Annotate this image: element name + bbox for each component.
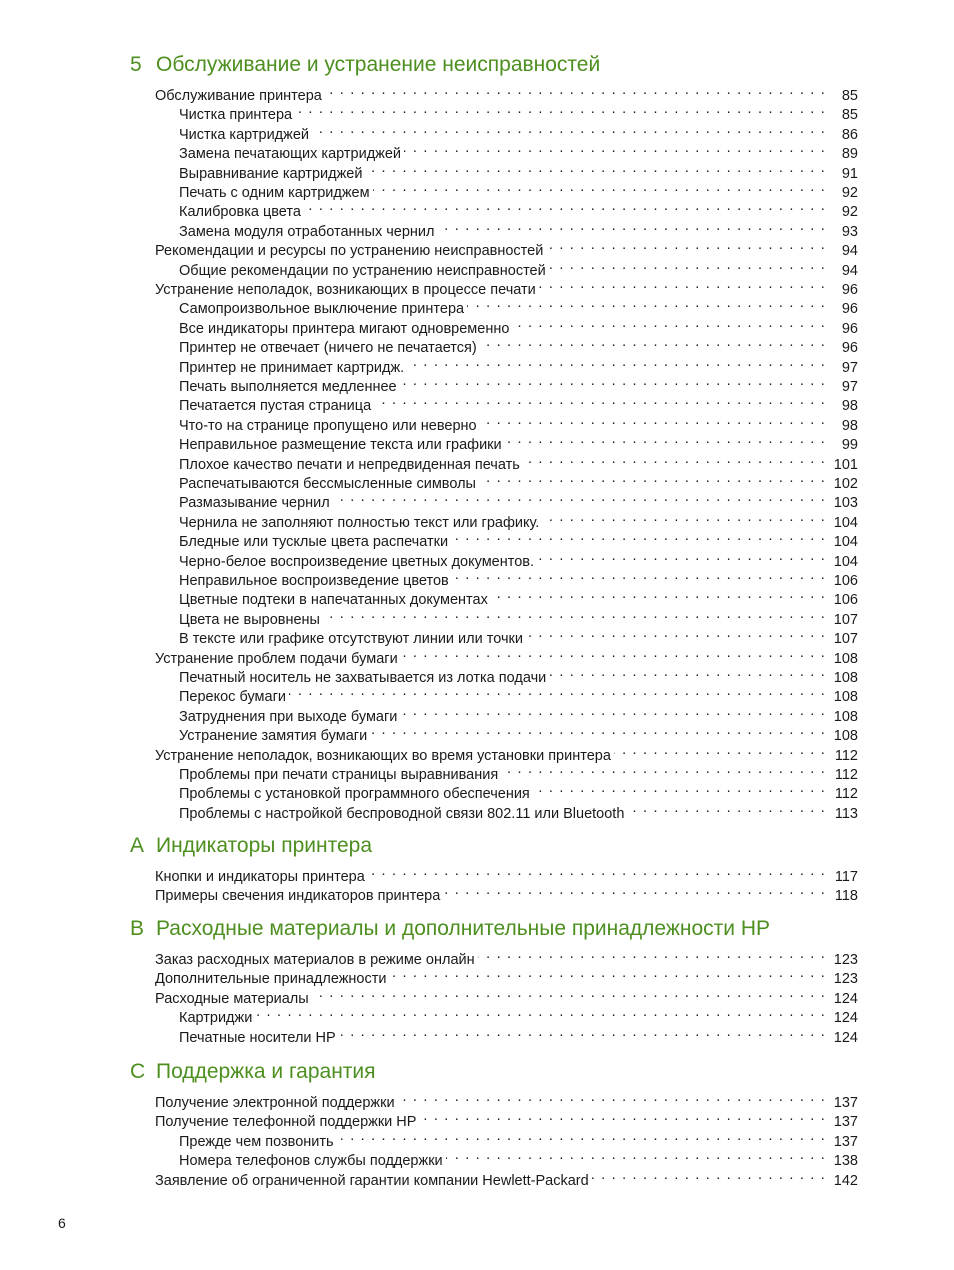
toc-entry-title: Картриджи <box>179 1010 253 1027</box>
toc-entry-title: Устранение проблем подачи бумаги <box>155 650 398 667</box>
toc-entry-title: Неправильное размещение текста или графики <box>179 437 502 454</box>
toc-entry[interactable] <box>179 294 858 318</box>
dot-leader <box>546 236 826 255</box>
dot-leader <box>289 682 826 701</box>
dot-leader <box>523 450 826 469</box>
toc-entry[interactable] <box>155 881 858 905</box>
toc-entry[interactable] <box>179 430 858 454</box>
toc-entry-title: Цветные подтеки в напечатанных документах <box>179 592 488 609</box>
dot-leader <box>333 488 826 507</box>
chapter-number: A <box>130 834 145 857</box>
toc-entry[interactable] <box>155 1166 858 1189</box>
toc-entry-title: Что-то на странице пропущено или неверно <box>179 417 477 434</box>
toc-entry-page: 108 <box>833 670 858 686</box>
chapter-title-text: Поддержка и гарантия <box>156 1060 376 1083</box>
toc-entry-title: Калибровка цвета <box>179 204 301 221</box>
toc-entry-title: Прежде чем позвонить <box>179 1133 334 1150</box>
dot-leader <box>549 663 826 682</box>
toc-entry-title: Номера телефонов службы поддержки <box>179 1153 443 1170</box>
dot-leader <box>539 275 826 294</box>
toc-entry-page: 112 <box>834 786 858 803</box>
toc-entry-page: 92 <box>841 204 858 221</box>
toc-entry-title: Затруднения при выходе бумаги <box>179 708 398 725</box>
dot-leader <box>480 333 826 352</box>
dot-leader <box>549 256 826 275</box>
toc-entry-title: Рекомендации и ресурсы по устранению неисправностей <box>155 243 544 260</box>
toc-entry-page: 102 <box>833 476 858 492</box>
dot-leader <box>627 799 826 818</box>
toc-entry[interactable] <box>179 508 858 531</box>
toc-entry-page: 101 <box>833 456 858 473</box>
toc-entry-page: 85 <box>841 107 858 124</box>
chapter-title <box>130 834 372 858</box>
toc-entry-title: Общие рекомендации по устранению неисправностей <box>179 262 546 279</box>
toc-entry[interactable] <box>179 411 858 434</box>
dot-leader <box>365 159 826 178</box>
toc-entry[interactable] <box>179 1003 858 1027</box>
dot-leader <box>407 353 826 372</box>
toc-entry-title: Печатные носители HP <box>179 1029 336 1046</box>
toc-entry-title: Самопроизвольное выключение принтера <box>179 301 465 318</box>
toc-entry-title: Дополнительные принадлежности <box>155 971 387 988</box>
toc-entry[interactable] <box>179 547 858 570</box>
toc-entry[interactable] <box>155 984 858 1007</box>
toc-entry-page: 98 <box>841 417 858 434</box>
dot-leader <box>533 779 826 798</box>
toc-entry-page: 92 <box>841 185 858 201</box>
toc-entry[interactable] <box>155 945 858 968</box>
toc-entry-page: 94 <box>841 243 858 260</box>
toc-entry[interactable] <box>179 450 858 473</box>
toc-entry[interactable] <box>155 1107 858 1131</box>
toc-entry-title: Расходные материалы <box>155 990 309 1007</box>
toc-entry[interactable] <box>179 702 858 725</box>
toc-entry[interactable] <box>179 605 858 628</box>
dot-leader <box>512 314 826 333</box>
toc-entry-page: 107 <box>833 631 858 648</box>
toc-entry-page: 142 <box>833 1172 858 1189</box>
chapter-number: B <box>130 917 145 940</box>
toc-entry[interactable] <box>179 799 858 822</box>
page-number: 6 <box>58 1215 66 1231</box>
toc-entry-page: 104 <box>833 514 858 531</box>
toc-entry[interactable] <box>179 159 858 182</box>
toc-entry-page: 123 <box>833 952 858 968</box>
toc-entry[interactable] <box>179 100 858 124</box>
toc-entry-page: 106 <box>833 573 858 589</box>
dot-leader <box>478 945 826 964</box>
dot-leader <box>295 100 826 119</box>
toc-entry-title: Замена печатающих картриджей <box>179 146 402 163</box>
toc-entry-title: Устранение неполадок, возникающих в процессе печати <box>155 282 536 298</box>
toc-entry-title: Получение телефонной поддержки HP <box>155 1114 417 1131</box>
dot-leader <box>526 624 826 643</box>
toc-entry-title: Печатается пустая страница <box>179 398 372 415</box>
toc-entry-title: Принтер не отвечает (ничего не печатается) <box>179 340 477 357</box>
dot-leader <box>325 81 826 100</box>
dot-leader <box>374 391 826 410</box>
toc-entry[interactable] <box>179 585 858 609</box>
dot-leader <box>312 984 826 1003</box>
toc-entry[interactable] <box>155 964 858 988</box>
toc-entry[interactable] <box>179 527 858 551</box>
toc-entry-page: 106 <box>833 592 858 609</box>
toc-entry[interactable] <box>155 862 858 885</box>
toc-entry-page: 124 <box>833 1010 858 1027</box>
chapter-title-text: Расходные материалы и дополнительные принадлежности HP <box>156 917 771 940</box>
toc-entry[interactable] <box>179 217 858 240</box>
toc-entry-page: 103 <box>833 495 858 512</box>
toc-entry-title: Все индикаторы принтера мигают одновременно <box>179 320 510 337</box>
dot-leader <box>437 217 826 236</box>
toc-entry[interactable] <box>179 256 858 279</box>
dot-leader <box>542 508 826 527</box>
toc-entry-page: 107 <box>833 611 858 628</box>
chapter-number: C <box>130 1060 146 1083</box>
toc-entry-page: 93 <box>841 223 858 240</box>
dot-leader <box>337 1127 826 1146</box>
chapter-number: 5 <box>130 53 142 76</box>
toc-entry-title: Печать с одним картриджем <box>179 185 370 201</box>
toc-entry-title: Выравнивание картриджей <box>179 165 363 182</box>
toc-entry[interactable] <box>179 353 858 376</box>
toc-entry-page: 124 <box>833 1029 858 1046</box>
toc-entry-page: 123 <box>833 971 858 988</box>
toc-entry[interactable] <box>179 663 858 686</box>
toc-entry-page: 98 <box>841 398 858 415</box>
toc-entry[interactable] <box>179 391 858 415</box>
toc-entry-title: Обслуживание принтера <box>155 88 322 104</box>
toc-entry[interactable] <box>179 197 858 221</box>
toc-entry-title: Печатный носитель не захватывается из лотка подачи <box>179 670 547 686</box>
dot-leader <box>443 881 826 900</box>
dot-leader <box>452 566 826 585</box>
toc-entry-title: Неправильное воспроизведение цветов <box>179 573 449 589</box>
dot-leader <box>400 372 826 391</box>
toc-entry-page: 112 <box>834 747 858 764</box>
toc-entry-title: Заказ расходных материалов в режиме онлайн <box>155 952 475 968</box>
toc-entry[interactable] <box>179 469 858 492</box>
toc-entry[interactable] <box>179 488 858 512</box>
toc-entry-title: Печать выполняется медленнее <box>179 379 397 395</box>
toc-entry[interactable] <box>179 1146 858 1170</box>
toc-entry-page: 108 <box>833 650 858 667</box>
dot-leader <box>389 964 826 983</box>
toc-entry-title: Проблемы при печати страницы выравнивания <box>179 767 499 783</box>
toc-entry[interactable] <box>179 760 858 783</box>
toc-entry[interactable] <box>179 333 858 357</box>
toc-entry-title: Устранение замятия бумаги <box>179 728 368 745</box>
toc-entry-page: 124 <box>833 990 858 1007</box>
toc-entry-page: 89 <box>841 146 858 163</box>
dot-leader <box>368 862 826 881</box>
toc-entry-page: 108 <box>833 689 858 706</box>
toc-entry-title: Чистка картриджей <box>179 126 310 143</box>
toc-entry-page: 104 <box>833 534 858 551</box>
toc-entry-title: Перекос бумаги <box>179 689 286 706</box>
toc-entry[interactable] <box>179 1023 858 1046</box>
dot-leader <box>479 469 826 488</box>
toc-entry-page: 137 <box>833 1095 858 1111</box>
dot-leader <box>370 721 826 740</box>
toc-entry[interactable] <box>179 314 858 337</box>
dot-leader <box>419 1107 826 1126</box>
toc-entry-page: 118 <box>834 888 858 905</box>
toc-entry-page: 108 <box>833 728 858 745</box>
dot-leader <box>491 585 826 604</box>
dot-leader <box>592 1166 826 1185</box>
toc-entry-page: 96 <box>841 340 858 357</box>
toc-entry[interactable] <box>155 1088 858 1111</box>
toc-entry-title: Заявление об ограниченной гарантии компании Hewlett-Packard <box>155 1172 589 1189</box>
toc-entry[interactable] <box>155 81 858 104</box>
toc-entry[interactable] <box>179 139 858 163</box>
toc-entry-title: Устранение неполадок, возникающих во время установки принтера <box>155 747 611 764</box>
dot-leader <box>404 139 826 158</box>
toc-entry[interactable] <box>155 236 858 260</box>
toc-entry-page: 137 <box>833 1133 858 1150</box>
toc-entry-title: Получение электронной поддержки <box>155 1095 395 1111</box>
toc-entry[interactable] <box>179 779 858 803</box>
dot-leader <box>339 1023 826 1042</box>
toc-entry[interactable] <box>179 721 858 745</box>
toc-entry-page: 96 <box>841 320 858 337</box>
toc-entry-title: В тексте или графике отсутствуют линии или точки <box>179 631 523 648</box>
chapter-title-text: Обслуживание и устранение неисправностей <box>156 53 601 76</box>
dot-leader <box>255 1003 826 1022</box>
toc-entry-title: Примеры свечения индикаторов принтера <box>155 888 441 905</box>
toc-entry-page: 85 <box>841 88 858 104</box>
toc-entry-title: Чернила не заполняют полностью текст или графику. <box>179 514 540 531</box>
toc-entry[interactable] <box>155 644 858 667</box>
dot-leader <box>467 294 826 313</box>
dot-leader <box>312 120 826 139</box>
toc-entry-page: 97 <box>841 379 858 395</box>
chapter-title-text: Индикаторы принтера <box>156 834 373 857</box>
dot-leader <box>304 197 826 216</box>
toc-entry[interactable] <box>179 178 858 201</box>
toc-entry[interactable] <box>179 682 858 706</box>
toc-entry-title: Кнопки и индикаторы принтера <box>155 869 365 885</box>
toc-entry[interactable] <box>179 1127 858 1150</box>
toc-entry-title: Замена модуля отработанных чернил <box>179 223 435 240</box>
dot-leader <box>505 430 826 449</box>
toc-entry-page: 108 <box>833 708 858 725</box>
toc-entry-page: 112 <box>834 767 858 783</box>
chapter-title <box>130 1060 376 1084</box>
toc-entry-page: 113 <box>834 805 858 822</box>
dot-leader <box>400 702 826 721</box>
toc-entry-title: Проблемы с установкой программного обеспечения <box>179 786 530 803</box>
toc-entry-page: 86 <box>841 126 858 143</box>
dot-leader <box>446 1146 826 1165</box>
toc-entry-title: Распечатываются бессмысленные символы <box>179 476 476 492</box>
toc-entry[interactable] <box>179 372 858 395</box>
toc-entry-title: Проблемы с настройкой беспроводной связи 802.11 или Bluetooth <box>179 805 625 822</box>
dot-leader <box>501 760 826 779</box>
toc-entry[interactable] <box>155 275 858 298</box>
chapter-title <box>130 53 600 77</box>
dot-leader <box>401 644 826 663</box>
toc-entry-title: Цвета не выровнены <box>179 611 320 628</box>
dot-leader <box>480 411 826 430</box>
toc-entry-title: Бледные или тусклые цвета распечатки <box>179 534 449 551</box>
toc-entry-title: Черно-белое воспроизведение цветных документов. <box>179 553 535 570</box>
toc-entry-title: Чистка принтера <box>179 107 293 124</box>
dot-leader <box>398 1088 826 1107</box>
toc-entry-page: 96 <box>841 301 858 318</box>
toc-entry[interactable] <box>179 566 858 589</box>
toc-entry-page: 104 <box>833 553 858 570</box>
toc-entry[interactable] <box>155 741 858 764</box>
toc-entry-page: 97 <box>841 359 858 376</box>
toc-entry-page: 96 <box>841 282 858 298</box>
toc-entry-page: 138 <box>833 1153 858 1170</box>
dot-leader <box>323 605 826 624</box>
toc-entry[interactable] <box>179 624 858 648</box>
toc-entry-page: 137 <box>833 1114 858 1131</box>
dot-leader <box>614 741 826 760</box>
chapter-title <box>130 917 770 941</box>
toc-entry-title: Размазывание чернил <box>179 495 330 512</box>
dot-leader <box>537 547 826 566</box>
dot-leader <box>373 178 826 197</box>
toc-entry-page: 94 <box>841 262 858 279</box>
dot-leader <box>451 527 826 546</box>
toc-entry-title: Принтер не принимает картридж. <box>179 359 405 376</box>
toc-entry[interactable] <box>179 120 858 143</box>
toc-entry-page: 91 <box>841 165 858 182</box>
toc-entry-page: 117 <box>834 869 858 885</box>
toc-entry-title: Плохое качество печати и непредвиденная печать <box>179 456 520 473</box>
toc-entry-page: 99 <box>841 437 858 454</box>
